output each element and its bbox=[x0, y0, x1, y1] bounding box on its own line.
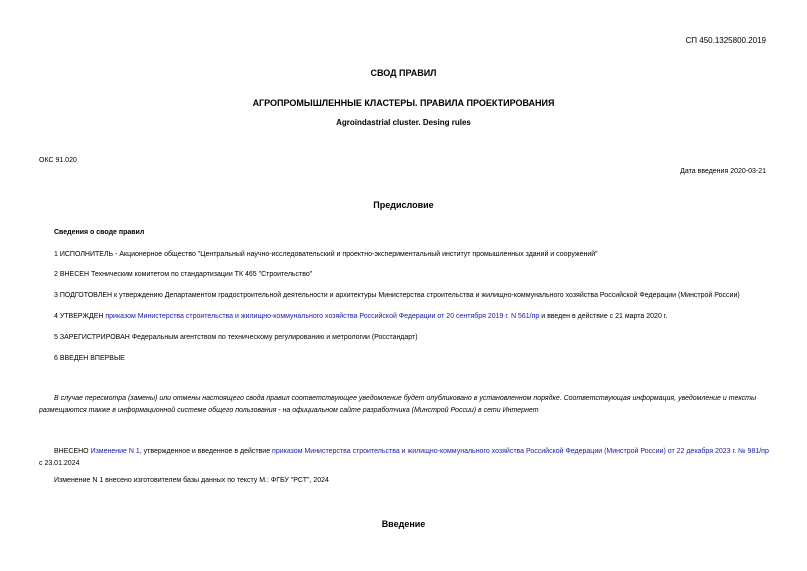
info-item-3: 3 ПОДГОТОВЛЕН к утверждению Департаментом градостроительной деятельности и архитектуры Министерства строительства и жилищно-коммунального хозяйства Российской Федерации (Минстрой России) bbox=[54, 292, 740, 299]
amendment-mid: , утвержденное и введенное в действие bbox=[139, 448, 273, 455]
info-item-2: 2 ВНЕСЕН Техническим комитетом по стандартизации ТК 465 "Строительство" bbox=[54, 271, 313, 278]
foreword-heading: Предисловие bbox=[373, 200, 434, 210]
info-item-4-prefix: 4 УТВЕРЖДЕН bbox=[54, 313, 106, 320]
oks-code: ОКС 91.020 bbox=[39, 157, 77, 164]
amendment-suffix: с 23.01.2024 bbox=[39, 460, 80, 467]
info-item-4-suffix: и введен в действие с 21 марта 2020 г. bbox=[539, 313, 668, 320]
amendment-note: Изменение N 1 внесено изготовителем базы данных по тексту М.: ФГБУ "РСТ", 2024 bbox=[54, 477, 329, 484]
amendment-prefix: ВНЕСЕНО bbox=[54, 448, 91, 455]
info-heading: Сведения о своде правил bbox=[54, 229, 145, 236]
effective-date: Дата введения 2020-03-21 bbox=[680, 168, 766, 175]
revision-note: В случае пересмотра (замены) или отмены настоящего свода правил соответствующее уведомление будет опубликовано в установленном порядке. Соответствующая информация, уведомление и тексты размещаются также в информационной системе общего пользования - на официальном сайте разработчика (Минстрой России) в сети Интернет bbox=[39, 395, 757, 414]
info-item-4 bbox=[54, 313, 667, 320]
info-item-1: 1 ИСПОЛНИТЕЛЬ - Акционерное общество "Центральный научно-исследовательский и проектно-экспериментальный институт промышленных зданий и сооружений" bbox=[54, 251, 598, 258]
info-item-6: 6 ВВЕДЕН ВПЕРВЫЕ bbox=[54, 355, 125, 362]
document-title: АГРОПРОМЫШЛЕННЫЕ КЛАСТЕРЫ. ПРАВИЛА ПРОЕКТИРОВАНИЯ bbox=[252, 98, 555, 108]
amendment-order-link[interactable]: приказом Министерства строительства и жилищно-коммунального хозяйства Российской Федерации (Минстрой России) от 22 декабря 2023 г. № 981/пр bbox=[272, 448, 769, 455]
document-type-title: СВОД ПРАВИЛ bbox=[370, 68, 437, 78]
amendment-link[interactable]: Изменение N 1 bbox=[90, 448, 140, 455]
introduction-heading: Введение bbox=[381, 519, 426, 529]
amendment-paragraph bbox=[39, 446, 769, 470]
document-title-english: Agroindastrial cluster. Desing rules bbox=[336, 118, 471, 127]
info-item-5: 5 ЗАРЕГИСТРИРОВАН Федеральным агентством по техническому регулированию и метрологии (Росстандарт) bbox=[54, 334, 418, 341]
approval-order-link[interactable]: приказом Министерства строительства и жилищно-коммунального хозяйства Российской Федерации от 20 сентября 2019 г. N 561/пр bbox=[105, 313, 540, 320]
document-code: СП 450.1325800.2019 bbox=[685, 36, 766, 45]
